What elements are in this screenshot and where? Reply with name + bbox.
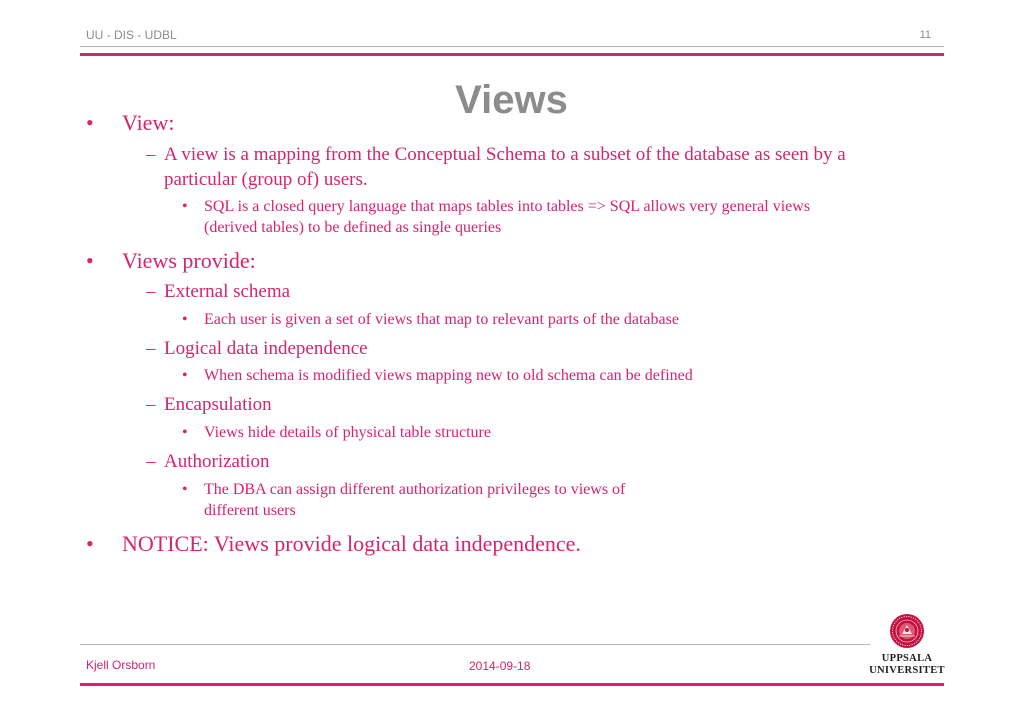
dot-marker: • xyxy=(182,424,188,441)
dash-marker: – xyxy=(146,281,156,302)
item-sql-line2: (derived tables) to be defined as single queries xyxy=(204,219,502,236)
page-number: 11 xyxy=(919,29,931,41)
sub-view-definition-line1: A view is a mapping from the Conceptual Schema to a subset of the database as seen by a xyxy=(164,144,846,165)
header-divider-pink xyxy=(80,53,944,56)
dot-marker: • xyxy=(182,198,188,215)
footer-divider-gray xyxy=(80,644,870,645)
bullet-views-provide: Views provide: xyxy=(122,248,256,273)
sub-authorization: Authorization xyxy=(164,451,270,472)
footer-date: 2014-09-18 xyxy=(469,659,531,673)
bullet-view: View: xyxy=(122,110,175,135)
bullet-marker: • xyxy=(86,110,94,135)
sub-encapsulation: Encapsulation xyxy=(164,394,272,415)
footer-divider-pink xyxy=(80,683,944,686)
dash-marker: – xyxy=(146,394,156,415)
sub-external-schema: External schema xyxy=(164,281,291,302)
dot-marker: • xyxy=(182,311,188,328)
dash-marker: – xyxy=(146,338,156,359)
sub-view-definition-line2: particular (group of) users. xyxy=(164,169,368,190)
dash-marker: – xyxy=(146,451,156,472)
logo-text-universitet: UNIVERSITET xyxy=(869,665,945,676)
bullet-marker: • xyxy=(86,248,94,273)
item-external: Each user is given a set of views that map to relevant parts of the database xyxy=(204,311,679,328)
footer-author: Kjell Orsborn xyxy=(86,658,156,672)
item-authorization-line1: The DBA can assign different authorization privileges to views of xyxy=(204,481,626,498)
item-authorization-line2: different users xyxy=(204,502,296,519)
item-sql-line1: SQL is a closed query language that maps tables into tables => SQL allows very general views xyxy=(204,198,811,215)
dash-marker: – xyxy=(146,144,156,165)
slide-title: Views xyxy=(455,78,568,122)
dot-marker: • xyxy=(182,481,188,498)
sub-logical-independence: Logical data independence xyxy=(164,338,368,359)
bullet-notice: NOTICE: Views provide logical data independence. xyxy=(122,531,581,556)
item-logical: When schema is modified views mapping new to old schema can be defined xyxy=(204,367,693,384)
logo-text-uppsala: UPPSALA xyxy=(881,653,933,664)
item-encapsulation: Views hide details of physical table structure xyxy=(204,424,491,441)
bullet-marker: • xyxy=(86,531,94,556)
header-divider-gray xyxy=(80,46,944,47)
header-label: UU - DIS - UDBL xyxy=(86,28,177,42)
dot-marker: • xyxy=(182,367,188,384)
